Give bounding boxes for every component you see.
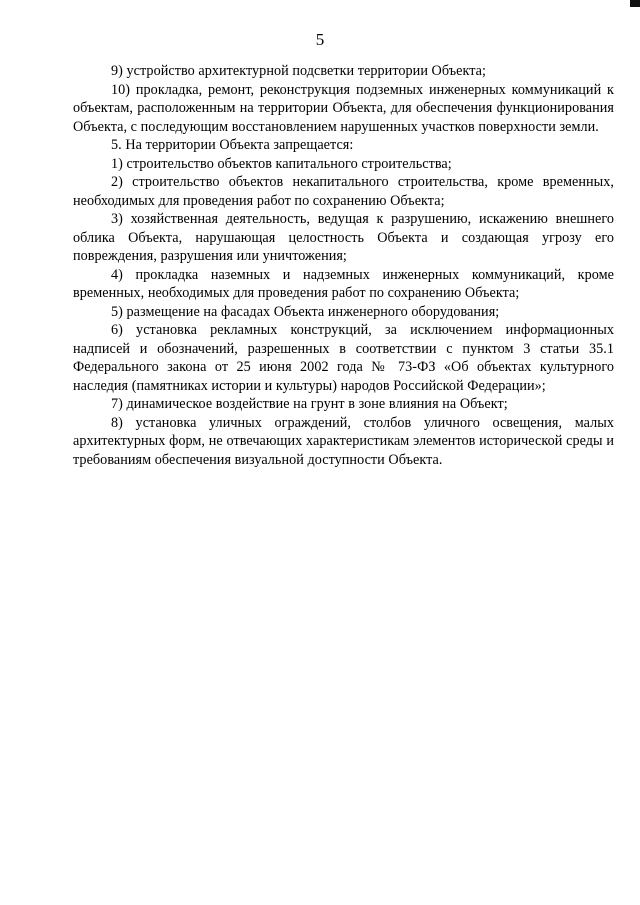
document-body — [73, 62, 614, 469]
paragraph-prohibition-5: 5) размещение на фасадах Объекта инженерного оборудования; — [111, 303, 500, 320]
page-number: 5 — [315, 30, 325, 49]
paragraph-prohibition-6: 6) установка рекламных конструкций, за исключением информационных надписей и обозначений, разрешенных в соответствии с пунктом 3 статьи 35.1 Федерального закона от 25 июня 2002 года № 73-ФЗ «Об объектах культурного наследия (памятниках истории и культуры) народов Российской Федерации»; — [73, 322, 614, 394]
paragraph-item-9-lighting: 9) устройство архитектурной подсветки территории Объекта; — [111, 63, 487, 79]
paragraph-prohibition-2: 2) строительство объектов некапитального строительства, кроме временных, необходимых для проведения работ по сохранению Объекта; — [73, 174, 614, 209]
paragraph-prohibition-3: 3) хозяйственная деятельность, ведущая к разрушению, искажению внешнего облика Объекта, нарушающая целостность Объекта и создающая угрозу его повреждения, разрушения или уничтожения; — [73, 211, 614, 264]
paragraph-section-5-prohibitions: 5. На территории Объекта запрещается: — [111, 137, 354, 153]
paragraph-prohibition-7: 7) динамическое воздействие на грунт в зоне влияния на Объект; — [111, 396, 508, 412]
paragraph-item-10-utilities: 10) прокладка, ремонт, реконструкция подземных инженерных коммуникаций к объектам, расположенным на территории Объекта, для обеспечения функционирования Объекта, с последующим восстановлением нарушенных участков поверхности земли. — [73, 81, 614, 135]
paragraph-prohibition-1: 1) строительство объектов капитального строительства; — [111, 155, 452, 172]
paragraph-prohibition-8: 8) установка уличных ограждений, столбов уличного освещения, малых архитектурных форм, не отвечающих характеристикам элементов исторической среды и требованиям обеспечения визуальной доступности Объекта. — [73, 414, 614, 468]
scan-edge-mark — [630, 0, 640, 7]
paragraph-prohibition-4: 4) прокладка наземных и надземных инженерных коммуникаций, кроме временных, необходимых для проведения работ по сохранению Объекта; — [73, 266, 614, 301]
